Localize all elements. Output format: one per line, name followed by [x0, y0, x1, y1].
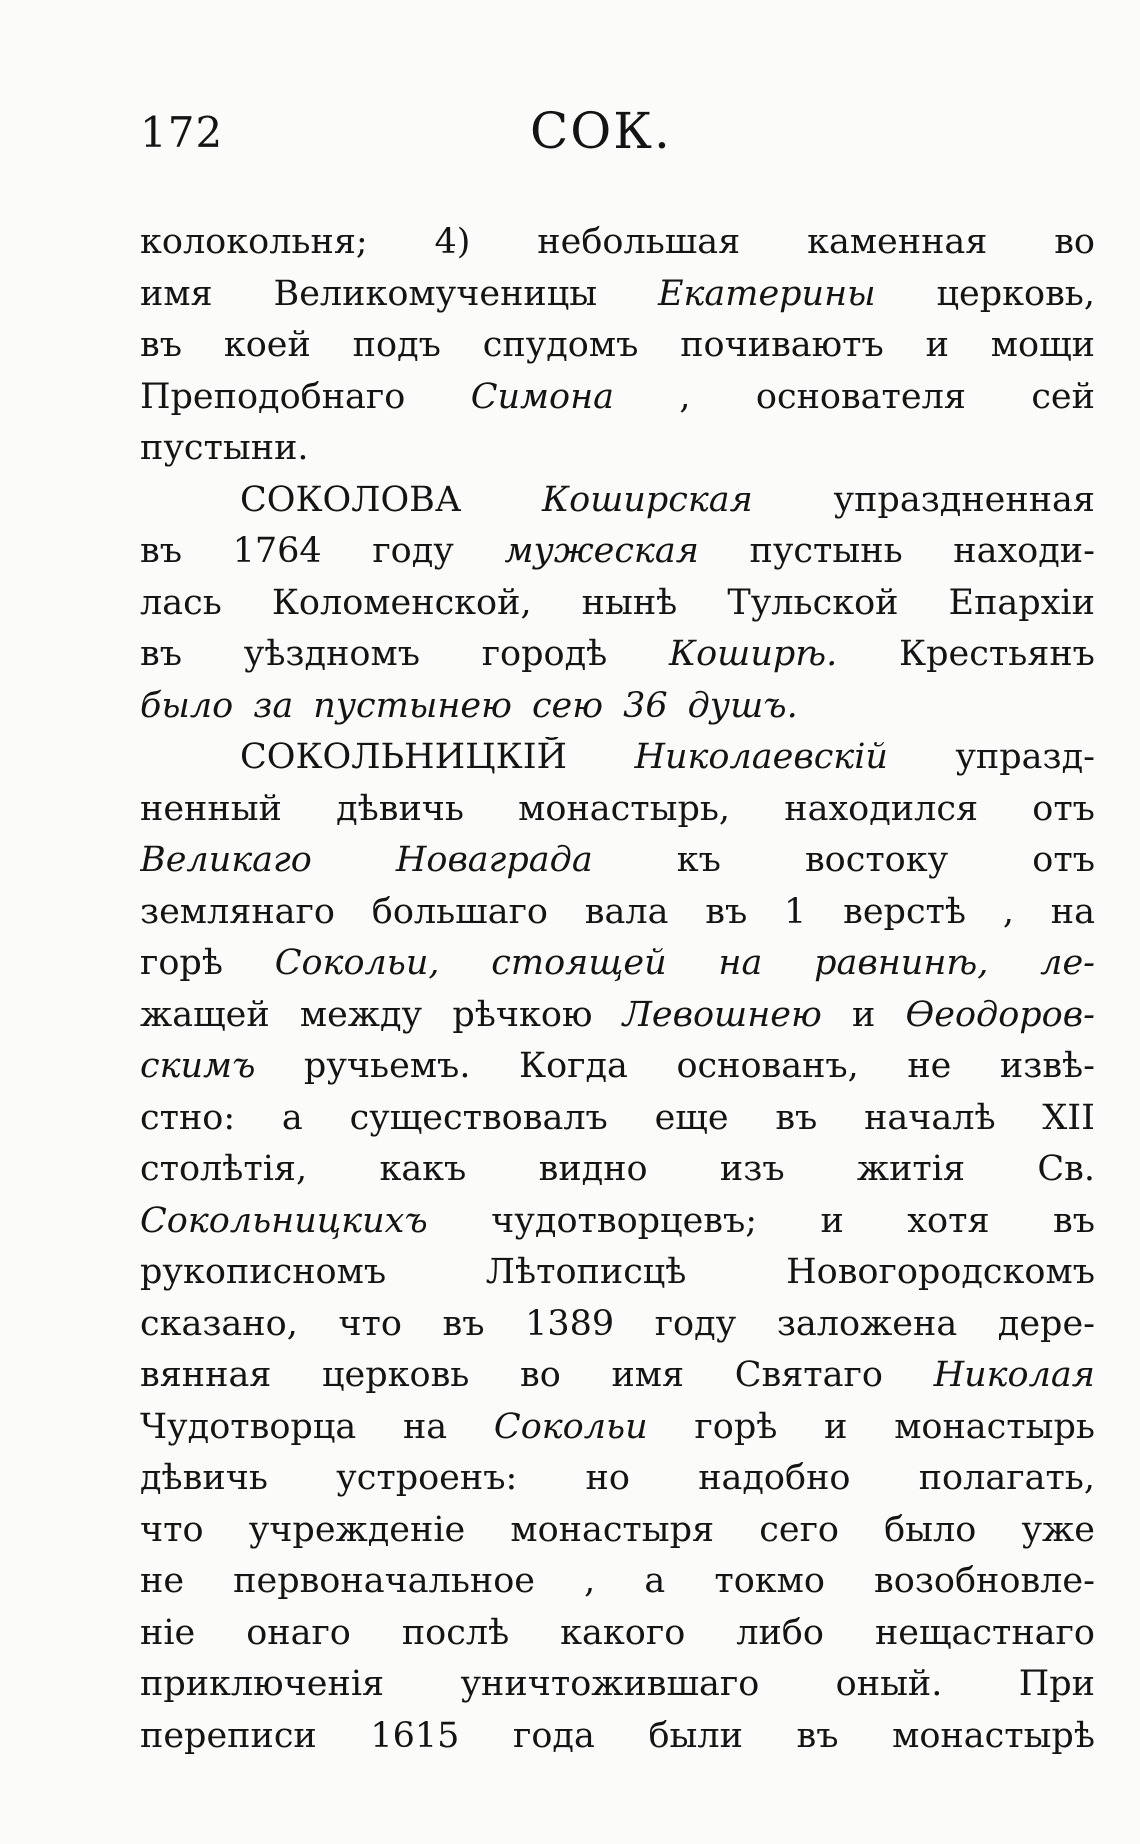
word: и: [820, 1200, 844, 1241]
word: оный.: [835, 1664, 943, 1704]
word: было: [140, 685, 234, 726]
word: подъ: [352, 325, 441, 365]
word: на: [402, 1406, 448, 1447]
word: каменная: [807, 222, 988, 262]
word: ле-: [1040, 943, 1095, 983]
word: При: [1018, 1664, 1095, 1704]
text-line: [140, 428, 1095, 480]
word: упраздненная: [833, 479, 1095, 520]
word: на: [718, 943, 763, 983]
word: надобно: [698, 1458, 851, 1498]
word: СОКОЛЬНИЦКІЙ: [240, 737, 568, 777]
word: въ: [796, 1715, 839, 1756]
word: жащей: [140, 994, 270, 1035]
word: спудомъ: [482, 325, 639, 365]
word: ,: [679, 376, 691, 417]
text-line: [140, 1458, 1095, 1510]
word: во: [1054, 222, 1095, 262]
word: Николаевскій: [634, 737, 888, 777]
word: за: [253, 685, 294, 726]
word: Левошнею: [622, 994, 822, 1035]
word: XII: [1042, 1097, 1095, 1138]
word: находился: [784, 788, 979, 829]
word: дере-: [997, 1303, 1095, 1344]
word: а: [644, 1561, 666, 1601]
word: 1764: [232, 531, 322, 571]
word: Лѣтописцѣ: [485, 1252, 687, 1292]
text-line: [140, 583, 1095, 635]
text-line: [140, 1664, 1095, 1716]
word: скимъ: [140, 1046, 256, 1086]
word: въ: [775, 1097, 818, 1138]
word: 4): [434, 222, 471, 262]
text-line: [140, 480, 1095, 532]
word: какъ: [379, 1149, 467, 1189]
word: лась: [140, 582, 222, 623]
word: 1: [784, 891, 807, 932]
word: Коширѣ.: [669, 634, 838, 674]
word: Новогородскомъ: [786, 1252, 1095, 1292]
text-line: [140, 377, 1095, 429]
word: полагать,: [918, 1458, 1095, 1498]
text-line: [140, 1046, 1095, 1098]
word: дѣвичь: [140, 1458, 268, 1498]
word: Тульской: [727, 582, 899, 623]
word: послѣ: [401, 1612, 510, 1653]
word: сей: [1031, 376, 1095, 417]
word: нынѣ: [581, 582, 678, 623]
word: не: [907, 1046, 952, 1086]
word: уничтожившаго: [460, 1664, 760, 1704]
word: между: [299, 994, 423, 1035]
word: чудотворцевъ;: [491, 1200, 758, 1241]
word: началѣ: [864, 1097, 996, 1138]
text-line: [140, 222, 1095, 274]
text-line: [140, 1201, 1095, 1253]
word: онаго: [246, 1612, 351, 1653]
word: горѣ: [140, 943, 223, 983]
word: монастырѣ: [892, 1715, 1095, 1756]
word: монастырь: [894, 1406, 1095, 1447]
word: Чудотворца: [140, 1406, 357, 1447]
word: Симона: [470, 376, 615, 417]
text-line: [140, 531, 1095, 583]
word: горѣ: [694, 1406, 778, 1447]
word: церковь: [322, 1355, 470, 1395]
word: токмо: [714, 1561, 825, 1601]
text-line: [140, 1613, 1095, 1665]
text-line: [140, 1510, 1095, 1562]
text-line: [140, 274, 1095, 326]
word: первоначальное: [233, 1561, 535, 1601]
text-line: [140, 1252, 1095, 1304]
word: коей: [223, 325, 311, 365]
text-line: [140, 1407, 1095, 1459]
word: вянная: [140, 1355, 272, 1395]
word: отъ: [1032, 788, 1095, 829]
word: Великомученицы: [273, 273, 598, 314]
word: во: [520, 1355, 561, 1395]
text-line: [140, 1716, 1095, 1768]
word: въ: [140, 531, 182, 571]
word: рукописномъ: [140, 1252, 387, 1292]
word: ненный: [140, 788, 282, 829]
word: въ: [705, 891, 748, 932]
word: душъ.: [687, 685, 798, 726]
word: но: [585, 1458, 630, 1498]
body-text: [140, 222, 1095, 1767]
word: на: [1050, 891, 1095, 932]
word: Коширская: [542, 479, 753, 520]
word: основанъ,: [676, 1046, 859, 1086]
word: переписи: [140, 1715, 317, 1756]
word: пустынею: [313, 685, 512, 726]
word: Святаго: [734, 1355, 883, 1395]
word: Сокольницкихъ: [140, 1200, 428, 1241]
word: мощи: [990, 325, 1095, 365]
word: нещастнаго: [874, 1612, 1095, 1653]
word: какого: [560, 1612, 686, 1653]
word: стно:: [140, 1097, 236, 1138]
word: вала: [584, 891, 669, 932]
word: хотя: [907, 1200, 990, 1241]
word: приключенія: [140, 1664, 385, 1704]
word: Коломенской,: [271, 582, 532, 623]
word: заложена: [776, 1303, 958, 1344]
word: Преподобнаго: [140, 376, 406, 417]
word: 1615: [370, 1715, 460, 1756]
word: что: [140, 1509, 204, 1550]
word: находи-: [953, 531, 1095, 571]
word: и: [852, 994, 876, 1035]
word: небольшая: [537, 222, 741, 262]
word: равнинѣ,: [814, 943, 989, 983]
word: Сокольи: [493, 1406, 648, 1447]
word: сказано,: [140, 1303, 298, 1344]
word: ,: [584, 1561, 596, 1601]
word: житія: [856, 1149, 966, 1189]
word: ручьемъ.: [303, 1046, 471, 1086]
word: ніе: [140, 1612, 196, 1653]
word: столѣтія,: [140, 1149, 308, 1189]
word: Когда: [518, 1046, 628, 1086]
word: а: [281, 1097, 303, 1138]
text-line: [140, 1561, 1095, 1613]
word: мужеская: [504, 531, 699, 571]
word: году: [654, 1303, 737, 1344]
word: пустыни.: [140, 428, 309, 468]
word: церковь,: [936, 273, 1095, 314]
word: и: [824, 1406, 848, 1447]
word: устроенъ:: [336, 1458, 518, 1498]
word: изъ: [719, 1149, 785, 1189]
word: Николая: [933, 1355, 1095, 1395]
word: уѣздномъ: [243, 634, 420, 674]
word: пустынь: [749, 531, 903, 571]
word: въ: [1053, 1200, 1095, 1241]
text-line: [140, 1304, 1095, 1356]
text-line: [140, 686, 1095, 738]
text-line: [140, 1098, 1095, 1150]
word: году: [372, 531, 454, 571]
word: сею: [531, 685, 604, 726]
word: Великаго: [140, 840, 312, 880]
word: Новаграда: [395, 840, 593, 880]
word: упразд-: [955, 737, 1095, 777]
word: въ: [140, 325, 182, 365]
text-line: [140, 737, 1095, 789]
word: основателя: [755, 376, 966, 417]
word: къ: [676, 840, 721, 880]
word: почиваютъ: [680, 325, 884, 365]
word: что: [338, 1303, 402, 1344]
word: верстѣ: [843, 891, 967, 932]
word: года: [513, 1715, 595, 1756]
word: существовалъ: [349, 1097, 608, 1138]
word: отъ: [1032, 840, 1095, 880]
text-line: [140, 325, 1095, 377]
text-line: [140, 995, 1095, 1047]
word: 36: [623, 685, 668, 726]
word: Епархіи: [948, 582, 1095, 623]
text-line: [140, 892, 1095, 944]
word: либо: [736, 1612, 824, 1653]
word: Св.: [1037, 1149, 1095, 1189]
word: дѣвичь: [336, 788, 464, 829]
word: учрежденіе: [248, 1509, 466, 1550]
word: стоящей: [491, 943, 667, 983]
word: уже: [1021, 1509, 1095, 1550]
word: имя: [140, 273, 213, 314]
word: монастырь,: [518, 788, 731, 829]
word: извѣ-: [999, 1046, 1095, 1086]
word: землянаго: [140, 891, 335, 932]
word: Ѳеодоров-: [905, 994, 1095, 1035]
word: Сокольи,: [274, 943, 440, 983]
word: 1389: [525, 1303, 615, 1344]
text-line: [140, 943, 1095, 995]
word: не: [140, 1561, 185, 1601]
text-line: [140, 840, 1095, 892]
word: рѣчкою: [452, 994, 593, 1035]
word: еще: [654, 1097, 729, 1138]
word: возобновле-: [874, 1561, 1095, 1601]
word: видно: [538, 1149, 648, 1189]
word: Крестьянъ: [899, 634, 1095, 674]
word: большаго: [371, 891, 548, 932]
word: СОКОЛОВА: [240, 479, 462, 520]
word: Екатерины: [657, 273, 876, 314]
word: ,: [1002, 891, 1014, 932]
word: и: [925, 325, 949, 365]
word: городѣ: [481, 634, 608, 674]
word: въ: [442, 1303, 485, 1344]
text-line: [140, 1149, 1095, 1201]
text-line: [140, 634, 1095, 686]
text-line: [140, 1355, 1095, 1407]
page-number: 172: [140, 108, 224, 157]
word: сего: [759, 1509, 839, 1550]
word: было: [884, 1509, 977, 1550]
running-head: СОК.: [530, 102, 672, 160]
word: востоку: [804, 840, 949, 880]
word: были: [648, 1715, 743, 1756]
word: имя: [611, 1355, 685, 1395]
page-header: [140, 100, 1095, 170]
word: монастыря: [510, 1509, 715, 1550]
word: въ: [140, 634, 182, 674]
text-line: [140, 789, 1095, 841]
word: колокольня;: [140, 222, 368, 262]
